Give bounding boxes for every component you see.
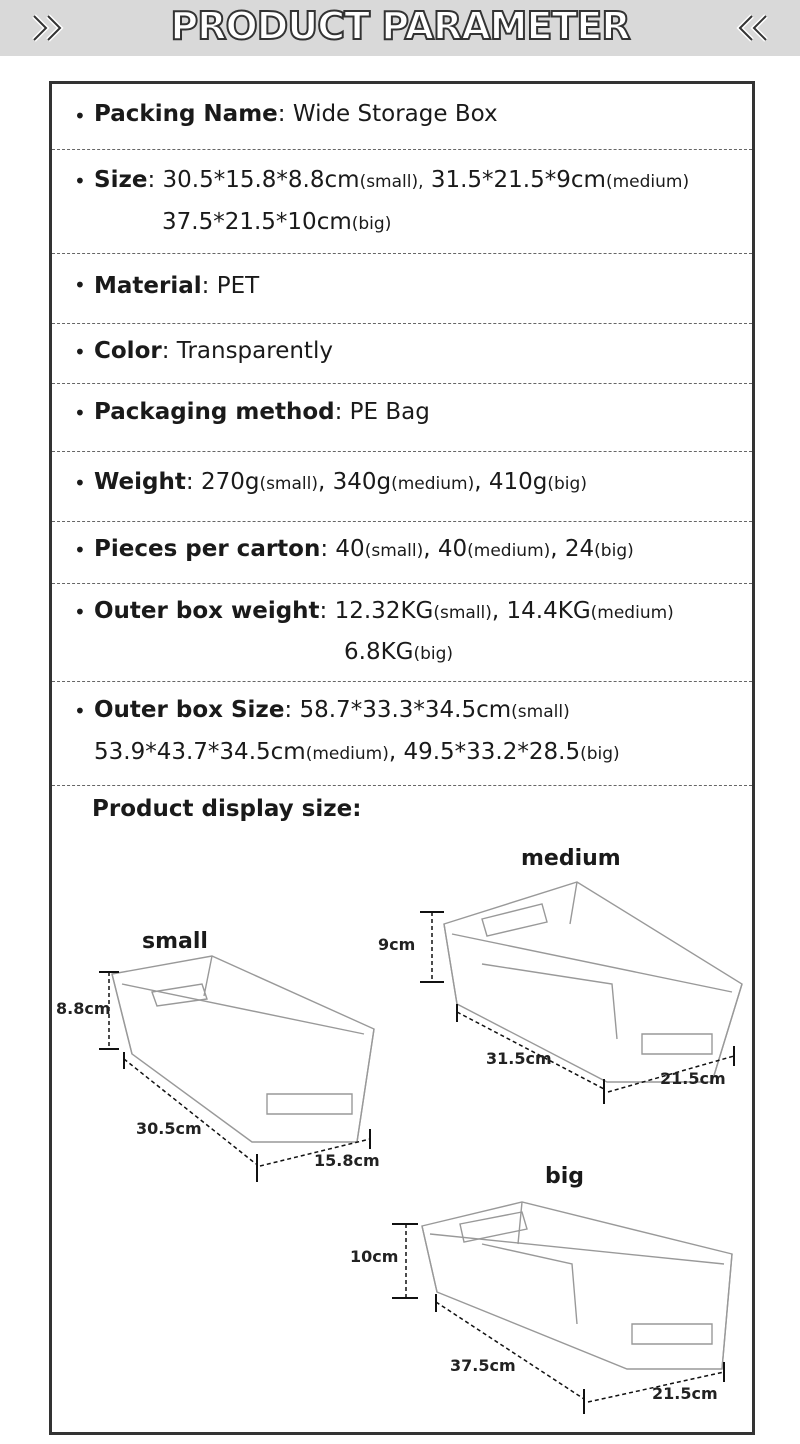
param-label: Pieces per carton xyxy=(94,536,321,562)
param-line xyxy=(94,536,634,562)
param-sep: : xyxy=(161,338,177,364)
bullet: • xyxy=(74,104,86,128)
big-width-label: 21.5cm xyxy=(652,1384,718,1403)
small-box-image xyxy=(112,956,374,1142)
param-value: 53.9*43.7*34.5cm xyxy=(94,739,306,765)
param-label: Weight xyxy=(94,469,186,495)
param-row-color xyxy=(52,323,752,384)
small-box-label: small xyxy=(142,929,208,954)
param-note: (big) xyxy=(413,644,454,664)
param-row-weight xyxy=(52,451,752,522)
bullet: • xyxy=(74,273,86,297)
param-value: , 410g xyxy=(474,469,548,495)
display-title: Product display size: xyxy=(92,796,362,822)
bullet: • xyxy=(74,600,86,624)
param-sep: : xyxy=(319,598,335,624)
param-value: , 24 xyxy=(550,536,595,562)
param-line xyxy=(94,739,620,765)
param-value: , 40 xyxy=(423,536,468,562)
bullet: • xyxy=(74,340,86,364)
param-note: (small) xyxy=(433,603,492,623)
param-label: Packing Name xyxy=(94,101,278,127)
param-value: 270g xyxy=(200,469,260,495)
param-line xyxy=(94,273,259,299)
page-title: PRODUCT PARAMETER xyxy=(170,4,630,48)
small-height-label: 8.8cm xyxy=(56,999,111,1018)
param-row-material xyxy=(52,253,752,324)
param-sep: : xyxy=(334,399,350,425)
param-note: (big) xyxy=(547,474,587,494)
param-note: (small), xyxy=(359,172,424,192)
param-value: PET xyxy=(216,273,260,299)
param-note: (big) xyxy=(580,744,620,764)
param-note: (medium) xyxy=(590,603,674,623)
param-value: 40 xyxy=(335,536,365,562)
param-label: Packaging method xyxy=(94,399,335,425)
param-value: PE Bag xyxy=(349,399,430,425)
param-line xyxy=(94,101,498,127)
param-note: (medium) xyxy=(605,172,690,192)
param-sep: : xyxy=(320,536,336,562)
param-note: (small) xyxy=(511,702,570,722)
param-line xyxy=(94,399,430,425)
param-note: (medium) xyxy=(305,744,389,764)
small-length-label: 30.5cm xyxy=(136,1119,202,1138)
param-value: , 14.4KG xyxy=(491,598,591,624)
param-value: 58.7*33.3*34.5cm xyxy=(299,697,512,723)
medium-width-label: 21.5cm xyxy=(660,1069,726,1088)
medium-length-label: 31.5cm xyxy=(486,1049,552,1068)
param-line xyxy=(94,697,570,723)
small-width-label: 15.8cm xyxy=(314,1151,380,1170)
param-value: 30.5*15.8*8.8cm xyxy=(162,167,360,193)
param-sep: : xyxy=(147,167,163,193)
param-sep: : xyxy=(185,469,201,495)
param-label: Outer box weight xyxy=(94,598,320,624)
bullet: • xyxy=(74,538,86,562)
param-value: Transparently xyxy=(176,338,333,364)
param-row-size xyxy=(52,149,752,254)
param-note: (small) xyxy=(259,474,318,494)
param-label: Size xyxy=(94,167,148,193)
param-row-outer-weight xyxy=(52,583,752,682)
param-line xyxy=(94,338,333,364)
bullet: • xyxy=(74,471,86,495)
param-line xyxy=(94,469,587,495)
param-sep: : xyxy=(284,697,300,723)
param-value: 37.5*21.5*10cm xyxy=(162,209,352,235)
param-row-pieces xyxy=(52,521,752,584)
medium-height-label: 9cm xyxy=(378,935,416,954)
header-banner xyxy=(0,0,800,56)
bullet: • xyxy=(74,401,86,425)
bullet: • xyxy=(74,169,86,193)
param-sep: : xyxy=(277,101,293,127)
param-label: Color xyxy=(94,338,162,364)
param-value: 6.8KG xyxy=(344,639,414,665)
parameter-table xyxy=(49,81,755,1435)
param-line xyxy=(94,167,689,193)
param-note: (small) xyxy=(364,541,424,561)
param-value: Wide Storage Box xyxy=(292,101,498,127)
big-length-label: 37.5cm xyxy=(450,1356,516,1375)
param-label: Material xyxy=(94,273,202,299)
double-chevron-left-icon xyxy=(732,8,772,48)
param-line xyxy=(162,209,391,235)
param-sep: : xyxy=(201,273,217,299)
medium-box-label: medium xyxy=(521,846,621,871)
param-note: (medium) xyxy=(391,474,475,494)
param-note: (big) xyxy=(351,214,392,234)
param-value: 12.32KG xyxy=(334,598,434,624)
big-box-label: big xyxy=(545,1164,585,1189)
bullet: • xyxy=(74,699,86,723)
param-value: 31.5*21.5*9cm xyxy=(423,167,606,193)
param-line xyxy=(94,598,674,624)
big-height-label: 10cm xyxy=(350,1247,399,1266)
param-note: (big) xyxy=(594,541,634,561)
param-row-outer-size xyxy=(52,681,752,786)
param-row-packaging xyxy=(52,383,752,452)
big-box-image xyxy=(422,1202,732,1369)
param-value: , 340g xyxy=(317,469,392,495)
param-label: Outer box Size xyxy=(94,697,285,723)
param-row-packing-name xyxy=(52,84,752,150)
param-line xyxy=(344,639,453,665)
param-note: (medium) xyxy=(467,541,551,561)
param-value: , 49.5*33.2*28.5 xyxy=(388,739,581,765)
